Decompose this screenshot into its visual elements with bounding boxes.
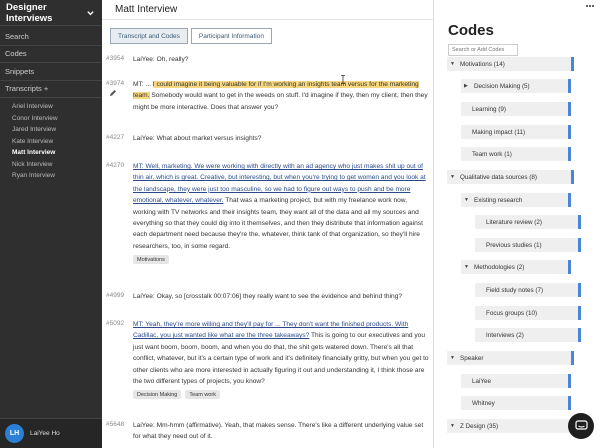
code-label: Learning (9) bbox=[472, 105, 506, 113]
chevron-down-icon[interactable] bbox=[86, 8, 95, 18]
text-segment: LaiYee: Oh, really? bbox=[133, 56, 189, 63]
sidebar-transcript-item[interactable]: Ryan Interview bbox=[12, 172, 55, 180]
code-item[interactable] bbox=[461, 193, 571, 207]
caret-right-icon[interactable]: ▶ bbox=[464, 83, 468, 89]
caret-down-icon[interactable]: ▼ bbox=[450, 355, 455, 361]
coded-text[interactable]: MT: Well, marketing. We were working with directly with an ad agency who just makes shit up out of thin air, which is great. Creative, but interesting, but when you're trying to get women and you look at the landscape, they were just too masculine, so we had to figure out ways to push and be more emotional, whatever, whatever. bbox=[133, 163, 426, 205]
codes-panel bbox=[433, 0, 600, 448]
text-segment: That was a marketing project, but with my freelance work now, working with TV networks and their insights team, they want all of the data and all my sources and everything so that they could dig into it themselves, and then they distribute that information against each department need because they're the, whatever, think tank of that organization, so they'll hire researchers, too, in some regard. bbox=[133, 197, 423, 250]
caret-down-icon[interactable]: ▼ bbox=[464, 264, 469, 270]
more-icon[interactable] bbox=[584, 3, 596, 9]
sidebar-nav-item[interactable]: Search bbox=[0, 28, 102, 46]
tab-participant[interactable]: Participant Information bbox=[191, 28, 272, 44]
highlighted-text[interactable]: I could imagine it being valuable for if I'm working an insights team versus for the marketing team. bbox=[133, 81, 419, 100]
entry-tags bbox=[133, 255, 429, 264]
code-label: Previous studies (1) bbox=[486, 241, 542, 249]
user-name: LaiYee Ho bbox=[30, 430, 60, 437]
sidebar-nav-item[interactable]: Snippets bbox=[0, 63, 102, 81]
edit-icon[interactable] bbox=[109, 89, 117, 97]
entry-text[interactable] bbox=[133, 79, 429, 113]
code-item[interactable] bbox=[461, 374, 571, 388]
entry-id: #5648 bbox=[106, 421, 125, 428]
entry-id: #3974 bbox=[106, 80, 125, 87]
sidebar-transcript-item[interactable]: Matt Interview bbox=[12, 149, 56, 157]
entry-text[interactable] bbox=[133, 420, 429, 443]
code-item[interactable] bbox=[461, 125, 571, 139]
code-label: Speaker bbox=[460, 354, 484, 362]
caret-down-icon[interactable]: ▼ bbox=[450, 61, 455, 67]
sidebar-nav-item[interactable]: Transcripts + bbox=[0, 81, 102, 99]
sidebar-nav-item[interactable]: Codes bbox=[0, 46, 102, 64]
code-label: Interviews (2) bbox=[486, 331, 524, 339]
code-label: Whitney bbox=[472, 399, 495, 407]
code-tag[interactable]: Team work bbox=[185, 390, 220, 399]
avatar[interactable]: LH bbox=[5, 424, 24, 443]
sidebar-transcript-item[interactable]: Nick Interview bbox=[12, 160, 53, 168]
caret-down-icon[interactable]: ▼ bbox=[464, 197, 469, 203]
sidebar bbox=[0, 0, 102, 448]
code-label: Methodologies (2) bbox=[474, 263, 525, 271]
code-label: Focus groups (10) bbox=[486, 309, 538, 317]
code-label: Qualitative data sources (8) bbox=[460, 173, 537, 181]
project-title: Designer Interviews bbox=[6, 1, 53, 24]
code-label: Literature review (2) bbox=[486, 218, 542, 226]
code-item[interactable] bbox=[475, 283, 581, 297]
transcript-list bbox=[0, 101, 102, 182]
text-segment: LaiYee: Okay, so [crosstalk 00:07:06] they really want to see the evidence and behind thing? bbox=[133, 293, 403, 300]
tab-transcript[interactable]: Transcript and Codes bbox=[110, 28, 188, 44]
code-item[interactable] bbox=[447, 170, 574, 184]
coded-text[interactable]: MT: Yeah, they're more willing and they'll pay for ... They don't want the finished products. With Cadillac, you just wanted like what are the three takeaways? bbox=[133, 321, 409, 340]
entry-text[interactable] bbox=[133, 291, 429, 302]
text-segment: LaiYee: Mm-hmm (affirmative). Yeah, that makes sense. There's like a different underlying value set for what they need out of it. bbox=[133, 422, 424, 441]
page-title: Matt Interview bbox=[115, 4, 178, 15]
tab-bar bbox=[110, 28, 272, 44]
code-tag[interactable]: Motivations bbox=[133, 255, 169, 264]
codes-search-input[interactable] bbox=[448, 44, 518, 56]
code-label: Motivations (14) bbox=[460, 60, 505, 68]
sidebar-transcript-item[interactable]: Conor Interview bbox=[12, 114, 58, 122]
entry-text[interactable] bbox=[133, 161, 429, 252]
code-item[interactable] bbox=[475, 306, 581, 320]
text-cursor-icon bbox=[340, 75, 346, 84]
transcript-entry bbox=[102, 319, 433, 399]
code-item[interactable] bbox=[447, 351, 574, 365]
text-segment: Somebody would want to get in the weeds on stuff. I'd imagine if they, then my client, then they might be more interactive. Does that answer you? bbox=[133, 92, 428, 111]
entry-id: #5092 bbox=[106, 320, 125, 327]
code-item[interactable] bbox=[461, 147, 571, 161]
code-label: LaiYee bbox=[472, 377, 492, 385]
entry-text[interactable] bbox=[133, 54, 429, 65]
main-header bbox=[102, 0, 433, 20]
project-header[interactable] bbox=[0, 0, 102, 26]
transcript-entry bbox=[102, 291, 433, 302]
transcript-entry bbox=[102, 161, 433, 264]
code-label: Existing research bbox=[474, 196, 523, 204]
entry-text[interactable] bbox=[133, 319, 429, 387]
chat-button[interactable] bbox=[568, 413, 594, 439]
text-segment: LaiYee: What about market versus insights? bbox=[133, 135, 262, 142]
code-item[interactable] bbox=[461, 102, 571, 116]
code-item[interactable] bbox=[475, 238, 581, 252]
entry-tags bbox=[133, 390, 429, 399]
chat-icon bbox=[575, 420, 588, 432]
caret-down-icon[interactable]: ▼ bbox=[450, 174, 455, 180]
text-segment: This is going to our executives and you just want boom, boom, boom, and when you do that, the shit gets watered down. There's all that conflict, whatever, but it's a certain type of work and it's definitely financially gritty, but when you get to other clients who are more interested in actually figuring it out and understanding it, I think those are the two different types of projects, you know? bbox=[133, 332, 429, 386]
code-label: Team work (1) bbox=[472, 150, 512, 158]
code-item[interactable] bbox=[475, 215, 581, 229]
caret-down-icon[interactable]: ▼ bbox=[450, 423, 455, 429]
main-content bbox=[102, 0, 433, 448]
entry-id: #3954 bbox=[106, 55, 125, 62]
transcript-entry bbox=[102, 133, 433, 144]
transcript-entry bbox=[102, 54, 433, 65]
code-tag[interactable]: Decision Making bbox=[133, 390, 181, 399]
code-label: Z Design (35) bbox=[460, 422, 499, 430]
code-label: Making impact (11) bbox=[472, 128, 526, 136]
code-item[interactable] bbox=[461, 79, 571, 93]
code-label: Field study notes (7) bbox=[486, 286, 544, 294]
text-segment: MT: ... bbox=[133, 81, 153, 88]
entry-id: #4999 bbox=[106, 292, 125, 299]
sidebar-transcript-item[interactable]: Ariel Interview bbox=[12, 103, 53, 111]
entry-text[interactable] bbox=[133, 133, 429, 144]
code-label: Decision Making (5) bbox=[474, 82, 530, 90]
sidebar-transcript-item[interactable]: Kate Interview bbox=[12, 137, 54, 145]
code-item[interactable] bbox=[475, 328, 581, 342]
user-footer[interactable] bbox=[0, 418, 102, 448]
code-item[interactable] bbox=[447, 57, 574, 71]
sidebar-nav bbox=[0, 28, 102, 98]
transcript-entry bbox=[102, 420, 433, 443]
code-item[interactable] bbox=[461, 260, 571, 274]
code-item[interactable] bbox=[447, 419, 574, 433]
entry-id: #4227 bbox=[106, 134, 125, 141]
codes-title: Codes bbox=[448, 22, 494, 39]
transcript-entry bbox=[102, 79, 433, 113]
entry-id: #4270 bbox=[106, 162, 125, 169]
code-item[interactable] bbox=[461, 396, 571, 410]
sidebar-transcript-item[interactable]: Jared Interview bbox=[12, 126, 57, 134]
